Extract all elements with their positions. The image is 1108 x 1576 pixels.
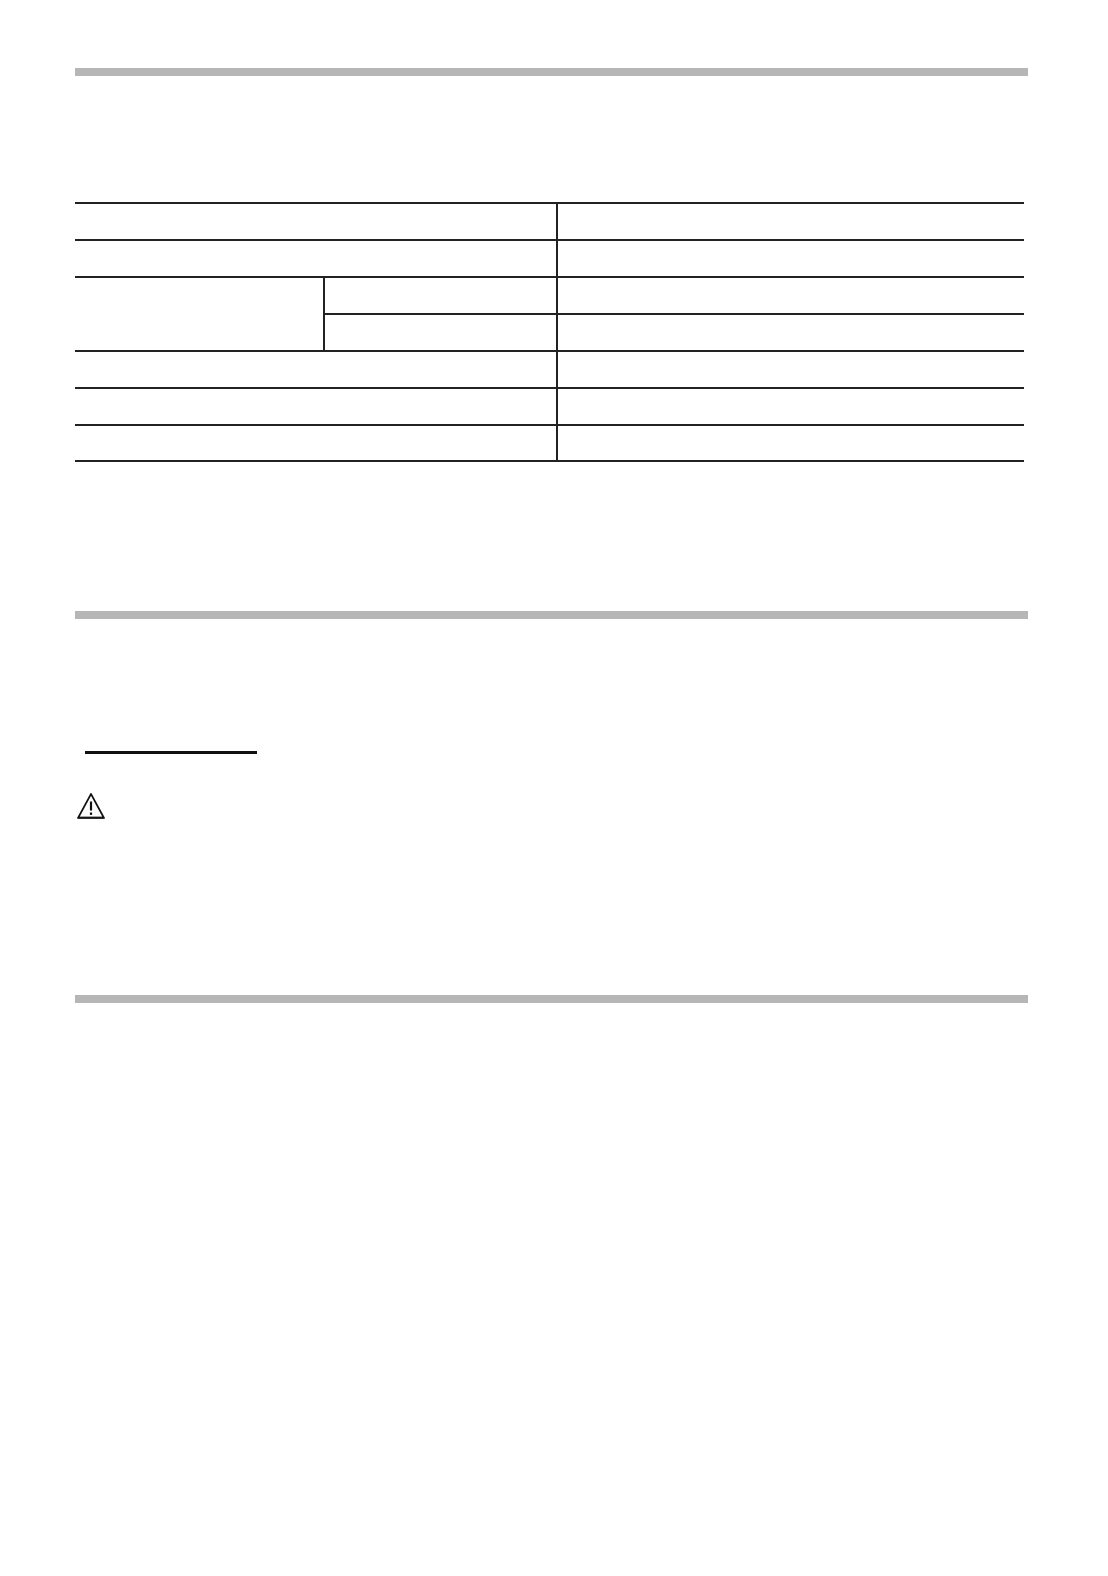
spec-table	[75, 202, 1024, 461]
warning-triangle-icon	[76, 792, 106, 820]
heading-underline	[85, 751, 257, 754]
table-rule	[75, 424, 1024, 426]
section-divider-middle	[75, 611, 1028, 619]
table-rule	[75, 387, 1024, 389]
table-rule	[75, 350, 1024, 352]
section-divider-bottom	[75, 995, 1028, 1003]
table-rule	[75, 276, 1024, 278]
table-column-divider	[556, 202, 558, 462]
table-rule	[323, 313, 1024, 315]
table-rule	[75, 460, 1024, 462]
table-rule	[75, 202, 1024, 204]
table-subcolumn-divider	[323, 276, 325, 352]
table-rule	[75, 239, 1024, 241]
section-divider-top	[75, 68, 1028, 76]
